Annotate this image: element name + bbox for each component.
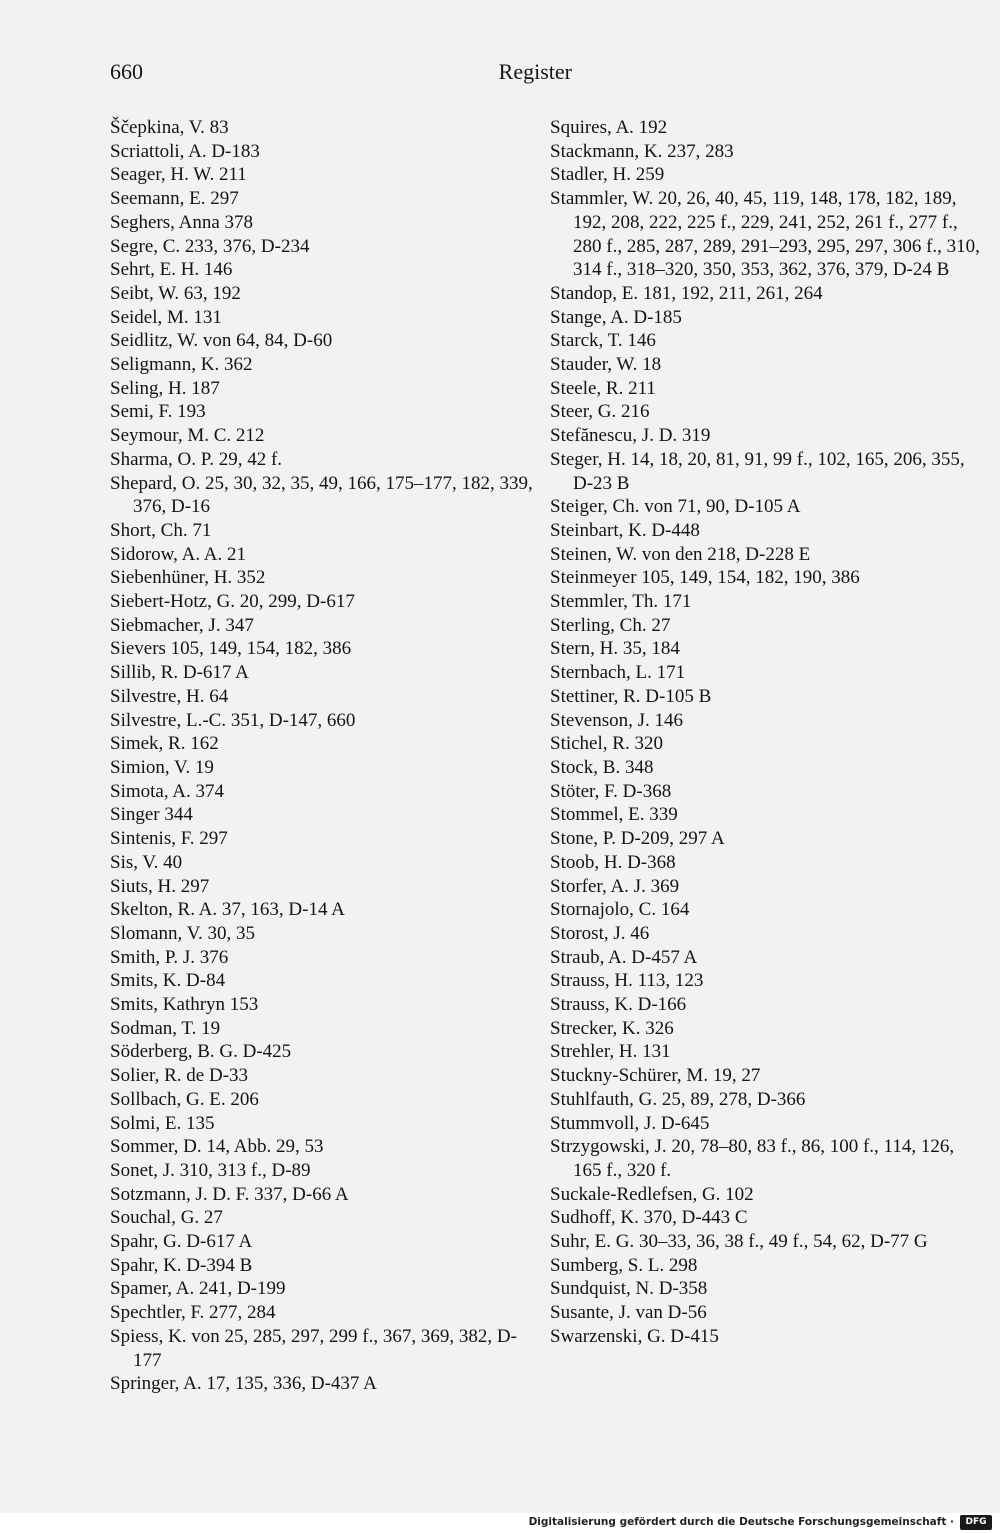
index-entry: Stöter, F. D-368 [550,780,672,802]
index-entry: Storost, J. 46 [550,922,650,944]
index-entry: Simota, A. 374 [110,780,225,802]
index-entry: Stichel, R. 320 [550,733,663,755]
index-entry: Spahr, G. D-617 A [110,1231,253,1253]
index-entry: Spamer, A. 241, D-199 [110,1278,286,1300]
index-entry: Steele, R. 211 [550,377,656,399]
index-entry: Souchal, G. 27 [110,1207,223,1229]
index-entry: Sintenis, F. 297 [110,828,228,850]
index-entry: Solmi, E. 135 [110,1112,215,1134]
dfg-logo-icon: DFG [960,1515,992,1530]
index-entry: Sidorow, A. A. 21 [110,543,247,565]
index-entry: Storfer, A. J. 369 [550,875,680,897]
index-entry: Seemann, E. 297 [110,188,239,210]
index-entry: Seligmann, K. 362 [110,354,253,376]
index-entry: Susante, J. van D-56 [550,1302,707,1324]
index-entry: Stommel, E. 339 [550,804,678,826]
index-entry: Sonet, J. 310, 313 f., D-89 [110,1159,311,1181]
index-entry: Steer, G. 216 [550,401,650,423]
index-entry: Sis, V. 40 [110,851,183,873]
index-entry: Siebmacher, J. 347 [110,614,254,636]
index-entry: Stange, A. D-185 [550,306,682,328]
index-entry: Suckale-Redlefsen, G. 102 [550,1183,754,1205]
index-entry: Smits, Kathryn 153 [110,994,259,1016]
index-entry: Sollbach, G. E. 206 [110,1088,259,1110]
index-entry: Siuts, H. 297 [110,875,210,897]
index-entry: Semi, F. 193 [110,401,206,423]
index-entry: Silvestre, H. 64 [110,685,229,707]
index-entry: Stummvoll, J. D-645 [550,1112,710,1134]
index-entry: Sternbach, L. 171 [550,662,686,684]
index-entry: Stemmler, Th. 171 [550,591,692,613]
index-entry: Seghers, Anna 378 [110,211,254,233]
index-entry: Ščepkina, V. 83 [110,117,229,138]
index-entry: Skelton, R. A. 37, 163, D-14 A [110,899,345,921]
index-entry: Stock, B. 348 [550,756,654,778]
index-entry: Seager, H. W. 211 [110,164,247,186]
index-entry: Stuckny-Schürer, M. 19, 27 [550,1065,761,1087]
index-entry: Segre, C. 233, 376, D-234 [110,235,310,257]
index-entry: Stuhlfauth, G. 25, 89, 278, D-366 [550,1088,806,1110]
index-entry: Slomann, V. 30, 35 [110,922,255,944]
index-entry: Stadler, H. 259 [550,164,665,186]
index-entry: Seidel, M. 131 [110,306,222,328]
index-entry: Seibt, W. 63, 192 [110,282,241,304]
index-entry: Smits, K. D-84 [110,970,226,992]
index-entry: Sotzmann, J. D. F. 337, D-66 A [110,1183,349,1205]
page-header [110,56,572,88]
index-entry: Smith, P. J. 376 [110,946,229,968]
index-entry: Stauder, W. 18 [550,354,662,376]
index-entry: Steiger, Ch. von 71, 90, D-105 A [550,496,801,518]
index-entry: Steinmeyer 105, 149, 154, 182, 190, 386 [550,567,860,589]
index-entry: Spahr, K. D-394 B [110,1254,253,1276]
index-entry: Söderberg, B. G. D-425 [110,1041,292,1063]
funding-notice: Digitalisierung gefördert durch die Deutsche Forschungsgemeinschaft · [528,1516,954,1528]
index-entry: Seymour, M. C. 212 [110,425,265,447]
index-entry: Stefănescu, J. D. 319 [550,425,711,447]
index-entry: Short, Ch. 71 [110,519,212,541]
index-entry: Starck, T. 146 [550,330,656,352]
index-entry: Solier, R. de D-33 [110,1065,249,1087]
index-entry: Swarzenski, G. D-415 [550,1325,719,1347]
index-entry: Steger, H. 14, 18, 20, 81, 91, 99 f., 102, 165, 206, 355, D-23 B [550,448,965,494]
index-entry: Sehrt, E. H. 146 [110,259,233,281]
index-entry: Sharma, O. P. 29, 42 f. [110,448,283,470]
index-entry: Sodman, T. 19 [110,1017,221,1039]
index-entry: Sterling, Ch. 27 [550,614,671,636]
index-entry: Siebenhüner, H. 352 [110,567,266,589]
index-entry: Squires, A. 192 [550,117,668,138]
index-entry: Sundquist, N. D-358 [550,1278,708,1300]
index-entry: Simion, V. 19 [110,756,214,778]
index-entry: Stornajolo, C. 164 [550,899,690,921]
index-entry: Stammler, W. 20, 26, 40, 45, 119, 148, 178, 182, 189, 192, 208, 222, 225 f., 229, 241, 252, 261 f., 277 f., 280 f., 285, 287, 289, 291–293, 295, 297, 306 f., 310, 314 f., 318–320, 350, 353, 362, 376, 379, D-24 B [550,188,980,281]
index-entry: Stackmann, K. 237, 283 [550,140,734,162]
page-number: 660 [110,59,143,84]
index-entry: Stoob, H. D-368 [550,851,676,873]
index-entry: Steinbart, K. D-448 [550,519,700,541]
index-entry: Stettiner, R. D-105 B [550,685,712,707]
index-entry: Strecker, K. 326 [550,1017,674,1039]
index-entry: Sillib, R. D-617 A [110,662,249,684]
index-entry: Sudhoff, K. 370, D-443 C [550,1207,748,1229]
index-entry: Strzygowski, J. 20, 78–80, 83 f., 86, 100 f., 114, 126, 165 f., 320 f. [550,1136,955,1181]
index-entry: Silvestre, L.-C. 351, D-147, 660 [110,709,356,731]
index-column-left [110,116,540,1396]
index-entry: Sommer, D. 14, Abb. 29, 53 [110,1136,324,1158]
index-entry: Springer, A. 17, 135, 336, D-437 A [110,1373,377,1395]
index-entry: Sievers 105, 149, 154, 182, 386 [110,638,352,660]
index-entry: Strauss, K. D-166 [550,994,687,1016]
index-entry: Straub, A. D-457 A [550,946,698,968]
index-entry: Stern, H. 35, 184 [550,638,680,660]
running-head: Register [498,59,572,84]
index-entry: Seling, H. 187 [110,377,220,399]
index-column-right [550,116,980,1349]
footer-bar [0,1513,1000,1533]
index-entry: Sumberg, S. L. 298 [550,1254,698,1276]
index-entry: Spechtler, F. 277, 284 [110,1302,276,1324]
index-entry: Scriattoli, A. D-183 [110,140,260,162]
index-entry: Suhr, E. G. 30–33, 36, 38 f., 49 f., 54, 62, D-77 G [550,1231,928,1253]
index-entry: Steinen, W. von den 218, D-228 E [550,543,811,565]
index-entry: Strehler, H. 131 [550,1041,671,1063]
index-entry: Stevenson, J. 146 [550,709,683,731]
index-entry: Spiess, K. von 25, 285, 297, 299 f., 367, 369, 382, D-177 [110,1325,517,1371]
index-entry: Standop, E. 181, 192, 211, 261, 264 [550,282,823,304]
index-entry: Seidlitz, W. von 64, 84, D-60 [110,330,333,352]
index-entry: Strauss, H. 113, 123 [550,970,704,992]
index-entry: Stone, P. D-209, 297 A [550,828,725,850]
index-entry: Simek, R. 162 [110,733,219,755]
index-entry: Shepard, O. 25, 30, 32, 35, 49, 166, 175–177, 182, 339, 376, D-16 [110,472,533,518]
index-entry: Singer 344 [110,804,193,826]
index-entry: Siebert-Hotz, G. 20, 299, D-617 [110,591,355,613]
